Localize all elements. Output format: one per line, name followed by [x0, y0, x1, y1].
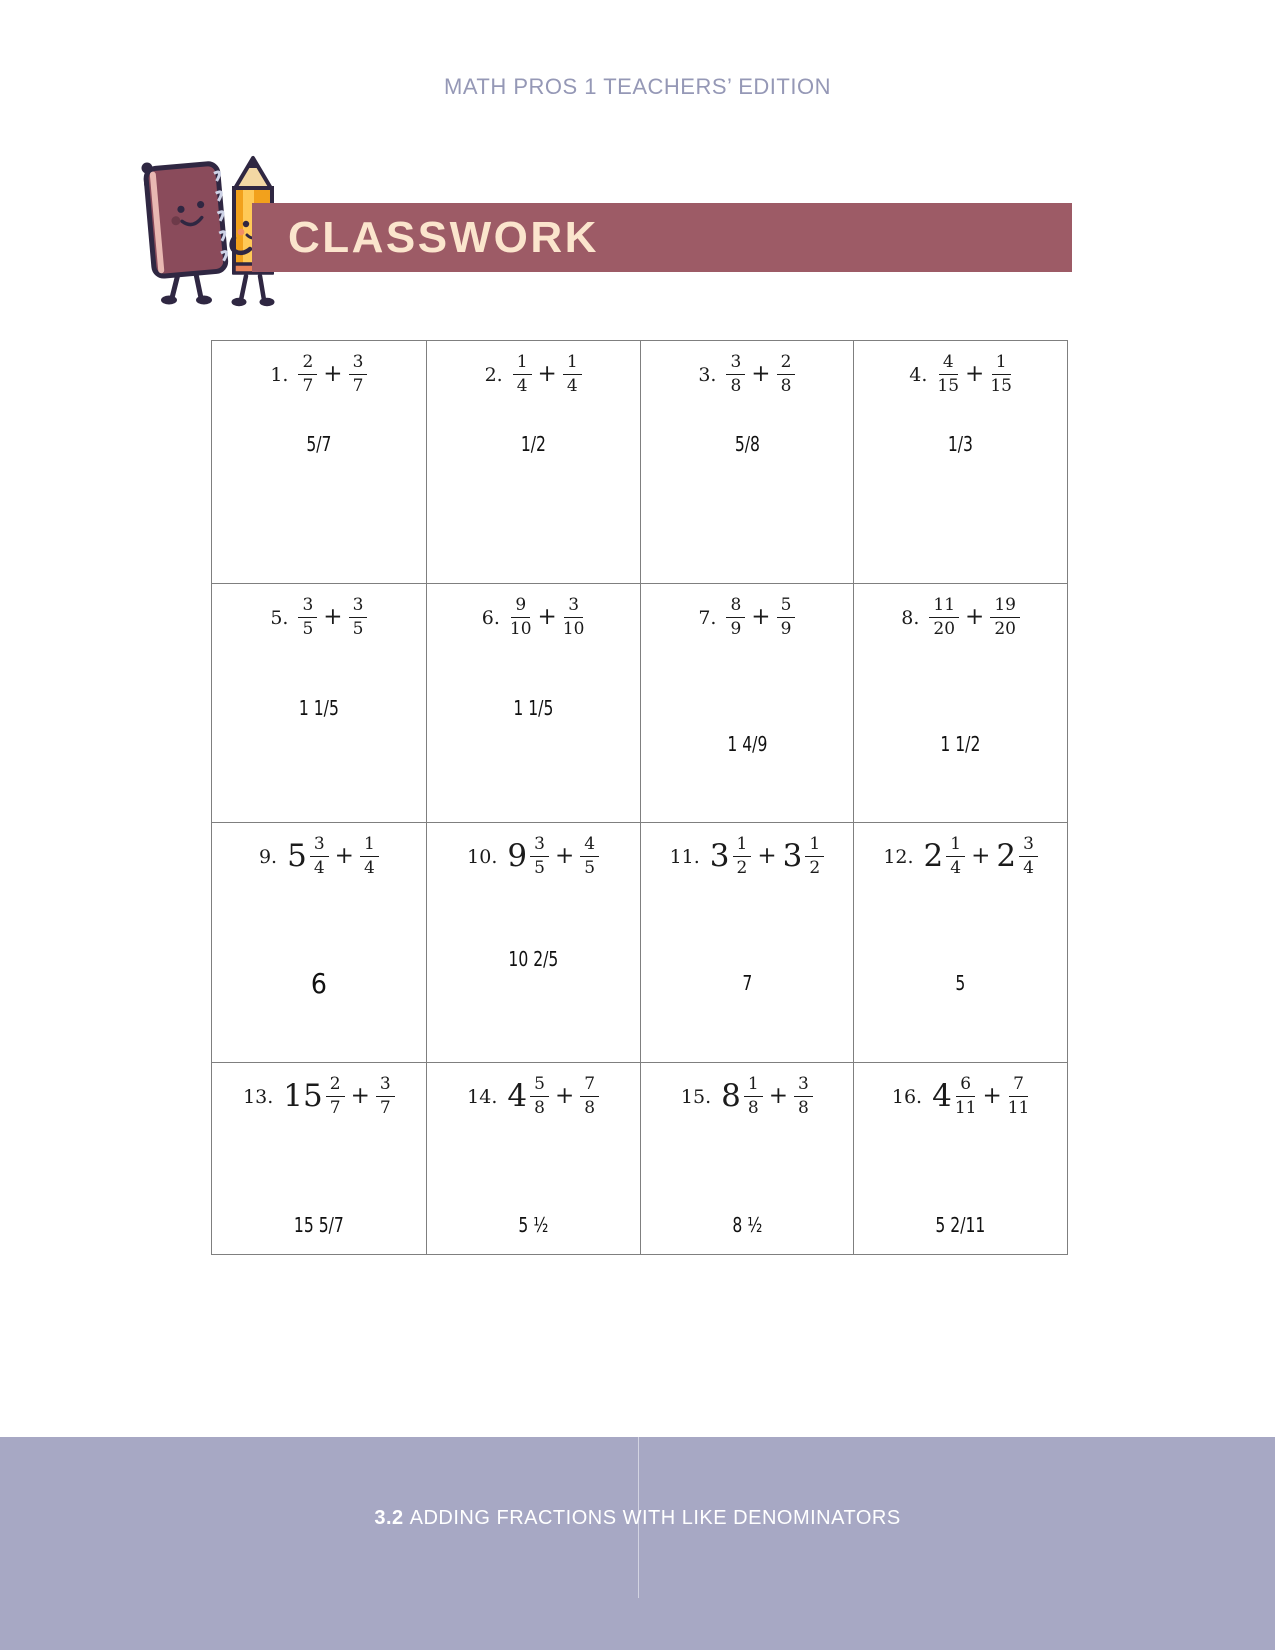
- fraction: [298, 353, 317, 396]
- fraction-numerator: 3: [726, 353, 745, 375]
- plus-operator: +: [323, 604, 343, 631]
- expression-terms: [932, 1075, 1029, 1118]
- plus-operator: +: [334, 843, 354, 870]
- plus-operator: +: [757, 843, 777, 870]
- fraction-denominator: 7: [352, 375, 364, 396]
- footer-section-title: [0, 1507, 1275, 1530]
- fraction: [298, 596, 317, 639]
- fraction: [777, 353, 796, 396]
- answer-text: 5: [955, 971, 966, 995]
- fraction: [349, 596, 368, 639]
- fraction-numerator: 11: [929, 596, 959, 618]
- problem-expression: [641, 596, 854, 639]
- fraction: [510, 596, 532, 639]
- problem-expression: [854, 353, 1067, 396]
- fraction-numerator: 1: [563, 353, 582, 375]
- expression-terms: [283, 1075, 394, 1118]
- fraction-denominator: 8: [780, 375, 792, 396]
- problem-number: 3.: [698, 363, 717, 386]
- problem-cell: [212, 583, 426, 822]
- expression-terms: [924, 835, 1038, 878]
- plus-operator: +: [537, 604, 557, 631]
- fraction-denominator: 5: [302, 618, 314, 639]
- fraction-numerator: 1: [805, 835, 824, 857]
- fraction-numerator: 7: [580, 1075, 599, 1097]
- answer-text: 5 ½: [518, 1213, 549, 1237]
- fraction-numerator: 3: [376, 1075, 395, 1097]
- problem-expression: [212, 835, 426, 878]
- problem-cell: [853, 1062, 1067, 1254]
- whole-number: 5: [287, 838, 307, 875]
- problem-expression: [854, 835, 1067, 878]
- fraction-numerator: 7: [1009, 1075, 1028, 1097]
- fraction-denominator: 15: [990, 375, 1012, 396]
- fraction: [937, 353, 959, 396]
- fraction: [360, 835, 379, 878]
- fraction-denominator: 7: [302, 375, 314, 396]
- fraction-denominator: 4: [363, 857, 375, 878]
- fraction: [794, 1075, 813, 1118]
- fraction-numerator: 1: [733, 835, 752, 857]
- fraction-numerator: 9: [511, 596, 530, 618]
- problem-cell: [426, 341, 640, 583]
- problem-number: 8.: [901, 606, 920, 629]
- problem-number: 13.: [243, 1085, 274, 1108]
- plus-operator: +: [971, 843, 991, 870]
- footer-section-number: 3.2: [374, 1507, 404, 1529]
- fraction-numerator: 3: [1019, 835, 1038, 857]
- plus-operator: +: [965, 361, 985, 388]
- fraction-numerator: 3: [564, 596, 583, 618]
- fraction: [744, 1075, 763, 1118]
- fraction-denominator: 2: [809, 857, 821, 878]
- problem-number: 15.: [680, 1085, 712, 1108]
- expression-terms: [298, 596, 367, 639]
- fraction-denominator: 5: [352, 618, 364, 639]
- problem-number: 14.: [467, 1085, 498, 1108]
- fraction-numerator: 4: [939, 353, 958, 375]
- fraction-denominator: 8: [584, 1097, 596, 1118]
- fraction-denominator: 20: [933, 618, 956, 639]
- answer-text: 6: [310, 967, 327, 1000]
- expression-terms: [287, 835, 379, 878]
- plus-operator: +: [350, 1083, 370, 1110]
- fraction-denominator: 2: [736, 857, 748, 878]
- fraction-denominator: 11: [1007, 1097, 1030, 1118]
- answer-text: 15 5/7: [293, 1213, 344, 1237]
- expression-terms: [726, 596, 795, 639]
- fraction-denominator: 5: [534, 857, 545, 878]
- expression-terms: [298, 353, 367, 396]
- problem-expression: [641, 835, 854, 878]
- fraction: [530, 835, 549, 878]
- fraction-denominator: 4: [516, 375, 528, 396]
- whole-number: 3: [709, 838, 730, 875]
- problem-cell: [640, 822, 854, 1062]
- fraction: [376, 1075, 395, 1118]
- fraction-denominator: 8: [747, 1097, 759, 1118]
- problem-number: 6.: [481, 606, 500, 629]
- fraction: [580, 1075, 599, 1118]
- problem-expression: [641, 353, 854, 396]
- answer-text: 5/7: [306, 432, 332, 456]
- fraction-denominator: 8: [534, 1097, 545, 1118]
- answer-text: 1/3: [948, 432, 974, 456]
- fraction: [805, 835, 824, 878]
- problem-cell: [853, 583, 1067, 822]
- fraction: [990, 353, 1012, 396]
- expression-terms: [710, 835, 824, 878]
- fraction-numerator: 3: [349, 596, 368, 618]
- fraction: [580, 835, 599, 878]
- problem-number: 16.: [891, 1085, 923, 1108]
- problem-expression: [427, 353, 640, 396]
- fraction-denominator: 10: [562, 618, 585, 639]
- mascot-book-character: [142, 163, 229, 305]
- plus-operator: +: [751, 604, 771, 631]
- fraction-denominator: 15: [937, 375, 960, 396]
- fraction-numerator: 2: [298, 353, 317, 375]
- fraction-numerator: 3: [298, 596, 317, 618]
- plus-operator: +: [751, 361, 771, 388]
- problem-number: 10.: [467, 845, 498, 868]
- fraction-denominator: 4: [566, 375, 578, 396]
- plus-operator: +: [554, 1083, 575, 1110]
- fraction-numerator: 8: [726, 596, 745, 618]
- problem-cell: [853, 341, 1067, 583]
- fraction: [326, 1075, 345, 1118]
- problem-cell: [212, 1062, 426, 1254]
- problem-cell: [640, 1062, 854, 1254]
- plus-operator: +: [323, 361, 343, 388]
- answer-text: 1 1/5: [298, 696, 339, 720]
- problem-expression: [427, 596, 640, 639]
- problem-number: 9.: [258, 845, 278, 868]
- fraction-denominator: 9: [780, 618, 792, 639]
- expression-terms: [937, 353, 1012, 396]
- fraction-denominator: 11: [954, 1097, 977, 1118]
- plus-operator: +: [965, 604, 985, 631]
- whole-number: 8: [721, 1078, 741, 1115]
- whole-number: 2: [996, 838, 1017, 875]
- plus-operator: +: [554, 843, 575, 870]
- problem-cell: [426, 583, 640, 822]
- whole-number: 3: [782, 838, 803, 875]
- fraction: [530, 1075, 549, 1118]
- problem-number: 4.: [909, 363, 928, 386]
- plus-operator: +: [768, 1083, 788, 1110]
- fraction-denominator: 7: [379, 1097, 391, 1118]
- fraction: [349, 353, 368, 396]
- answer-text: 5 2/11: [935, 1213, 986, 1237]
- problem-number: 5.: [270, 606, 289, 629]
- answer-text: 1 4/9: [726, 732, 767, 756]
- fraction-denominator: 10: [509, 618, 532, 639]
- problem-number: 2.: [484, 363, 503, 386]
- answer-text: 5/8: [734, 432, 760, 456]
- fraction: [563, 596, 585, 639]
- fraction: [563, 353, 582, 396]
- expression-terms: [721, 1075, 813, 1118]
- answer-text: 8 ½: [731, 1213, 762, 1237]
- problem-cell: [640, 583, 854, 822]
- answer-text: 1 1/2: [940, 732, 981, 756]
- banner-title: CLASSWORK: [288, 212, 599, 262]
- expression-terms: [507, 1075, 599, 1118]
- fraction-numerator: 3: [794, 1075, 813, 1097]
- page-title: MATH PROS 1 TEACHERS’ EDITION: [444, 74, 831, 99]
- problem-number: 7.: [698, 606, 717, 629]
- fraction-numerator: 1: [360, 835, 379, 857]
- expression-terms: [507, 835, 599, 878]
- fraction-denominator: 4: [313, 857, 325, 878]
- problems-grid: [211, 340, 1068, 1255]
- fraction-denominator: 4: [950, 857, 962, 878]
- fraction-numerator: 6: [956, 1075, 975, 1097]
- fraction: [726, 596, 745, 639]
- problem-cell: [853, 822, 1067, 1062]
- fraction-numerator: 3: [310, 835, 329, 857]
- whole-number: 15: [283, 1078, 323, 1115]
- fraction-denominator: 8: [730, 375, 742, 396]
- problem-expression: [854, 596, 1067, 639]
- problem-cell: [212, 341, 426, 583]
- problem-expression: [212, 353, 426, 396]
- expression-terms: [726, 353, 795, 396]
- fraction-denominator: 7: [329, 1097, 341, 1118]
- fraction: [955, 1075, 977, 1118]
- problem-cell: [426, 822, 640, 1062]
- problem-number: 11.: [669, 845, 700, 868]
- fraction-numerator: 2: [326, 1075, 345, 1097]
- fraction-numerator: 5: [530, 1075, 549, 1097]
- fraction-numerator: 1: [513, 353, 532, 375]
- fraction: [1008, 1075, 1030, 1118]
- problem-cell: [426, 1062, 640, 1254]
- fraction-denominator: 9: [730, 618, 742, 639]
- plus-operator: +: [982, 1083, 1002, 1110]
- fraction-denominator: 5: [584, 857, 596, 878]
- fraction-numerator: 1: [992, 353, 1011, 375]
- expression-terms: [510, 596, 585, 639]
- fraction-denominator: 4: [1023, 857, 1034, 878]
- answer-text: 7: [741, 971, 752, 995]
- problem-expression: [212, 596, 426, 639]
- problem-expression: [854, 1075, 1067, 1118]
- fraction: [990, 596, 1020, 639]
- fraction: [726, 353, 745, 396]
- expression-terms: [513, 353, 582, 396]
- fraction: [1019, 835, 1038, 878]
- fraction: [946, 835, 965, 878]
- fraction: [310, 835, 329, 878]
- classwork-banner: [252, 203, 1072, 272]
- fraction: [733, 835, 752, 878]
- answer-text: 1 1/5: [513, 696, 554, 720]
- fraction-denominator: 20: [994, 618, 1016, 639]
- fraction-numerator: 19: [990, 596, 1020, 618]
- fraction-numerator: 4: [580, 835, 599, 857]
- fraction: [777, 596, 796, 639]
- problem-expression: [641, 1075, 854, 1118]
- fraction-numerator: 3: [530, 835, 549, 857]
- footer-band: [0, 1437, 1275, 1650]
- fraction-numerator: 1: [946, 835, 965, 857]
- expression-terms: [929, 596, 1020, 639]
- fraction-numerator: 2: [777, 353, 796, 375]
- whole-number: 9: [507, 838, 528, 875]
- fraction-numerator: 5: [777, 596, 796, 618]
- fraction-numerator: 1: [744, 1075, 763, 1097]
- answer-text: 10 2/5: [508, 947, 559, 971]
- problem-number: 1.: [270, 363, 289, 386]
- footer-section-label: ADDING FRACTIONS WITH LIKE DENOMINATORS: [409, 1507, 901, 1529]
- problem-expression: [427, 835, 640, 878]
- fraction: [929, 596, 959, 639]
- fraction: [513, 353, 532, 396]
- whole-number: 4: [932, 1078, 952, 1115]
- problem-cell: [640, 341, 854, 583]
- problem-cell: [212, 822, 426, 1062]
- problem-number: 12.: [883, 845, 914, 868]
- fraction-denominator: 8: [797, 1097, 809, 1118]
- whole-number: 4: [507, 1078, 528, 1115]
- problem-expression: [427, 1075, 640, 1118]
- fraction-numerator: 3: [349, 353, 368, 375]
- plus-operator: +: [537, 361, 557, 388]
- problem-expression: [212, 1075, 426, 1118]
- whole-number: 2: [923, 838, 944, 875]
- answer-text: 1/2: [520, 432, 546, 456]
